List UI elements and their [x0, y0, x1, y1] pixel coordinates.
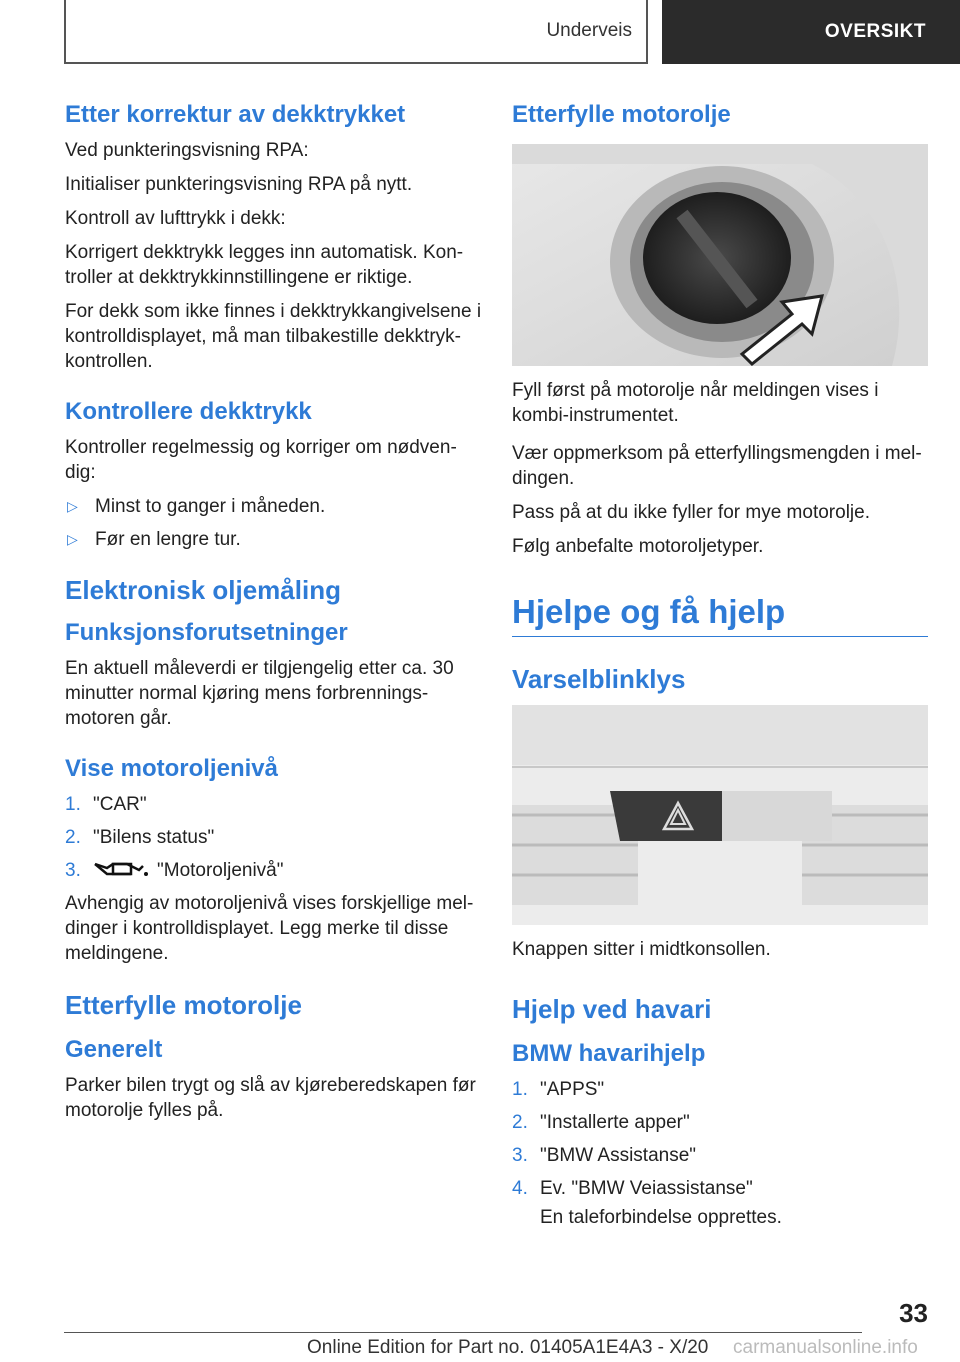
bullet-list — [65, 494, 485, 552]
section-title: Elektronisk oljemåling — [65, 575, 341, 605]
paragraph: Pass på at du ikke fyller for mye motorolje. — [512, 502, 870, 523]
paragraph: Avhengig av motoroljenivå vises forskjellige mel‐ dinger i kontrolldisplayet. Legg merke til disse meldingene. — [65, 893, 474, 964]
right-column — [512, 100, 928, 1236]
section-title: Varselblinklys — [512, 664, 686, 694]
list-number: 2. — [65, 827, 81, 848]
list-subtext: En taleforbindelse opprettes. — [540, 1207, 782, 1228]
paragraph: Ved punkteringsvisning RPA: — [65, 140, 309, 161]
list-item — [512, 1176, 928, 1201]
footer-divider — [64, 1332, 862, 1333]
list-item-text: "Installerte apper" — [540, 1112, 690, 1133]
page-number: 33 — [899, 1298, 928, 1328]
paragraph: For dekk som ikke finnes i dekktrykkangivelsene i kontrolldisplayet, må man tilbakestille dekktryk‐ kontrollen. — [65, 301, 482, 372]
section-title: Etterfylle motorolje — [65, 990, 302, 1020]
list-item — [65, 825, 485, 850]
numbered-list — [65, 792, 485, 883]
section-title: Etter korrektur av dekktrykket — [65, 101, 406, 128]
list-item-text: "Motoroljenivå" — [157, 860, 284, 881]
list-number: 3. — [512, 1145, 528, 1166]
list-item — [65, 494, 485, 519]
section-title: Generelt — [65, 1036, 163, 1063]
section-title: Funksjonsforutsetninger — [65, 619, 348, 646]
list-item — [65, 858, 485, 883]
list-number: 2. — [512, 1112, 528, 1133]
chapter-title: Hjelpe og få hjelp — [512, 593, 786, 630]
tab-oversikt-label: OVERSIKT — [824, 21, 926, 42]
triangle-bullet-icon: ▷ — [67, 498, 78, 514]
list-item — [512, 1110, 928, 1135]
paragraph: Fyll først på motorolje når meldingen vises i kombi-instrumentet. — [512, 380, 879, 426]
list-item-text: Minst to ganger i måneden. — [95, 496, 326, 517]
oil-can-icon — [93, 858, 149, 880]
tab-oversikt[interactable] — [662, 0, 960, 64]
triangle-bullet-icon: ▷ — [67, 531, 78, 547]
paragraph: Knappen sitter i midtkonsollen. — [512, 939, 771, 960]
section-title: Vise motoroljenivå — [65, 755, 278, 782]
list-item-text: "BMW Assistanse" — [540, 1145, 697, 1166]
tab-underveis[interactable] — [64, 0, 648, 64]
footer-watermark[interactable]: carmanualsonline.info — [733, 1337, 918, 1358]
paragraph: Parker bilen trygt og slå av kjøreberedskapen før motorolje fylles på. — [65, 1075, 476, 1121]
paragraph: Kontroller regelmessig og korriger om nødven‐ dig: — [65, 437, 457, 483]
numbered-list — [512, 1077, 928, 1230]
paragraph: Initialiser punkteringsvisning RPA på nytt. — [65, 174, 413, 195]
list-item-text: "Bilens status" — [93, 827, 215, 848]
list-item — [65, 527, 485, 552]
list-item-text: "CAR" — [93, 794, 147, 815]
paragraph: Vær oppmerksom på etterfyllingsmengden i mel‐ dingen. — [512, 443, 922, 489]
paragraph: En aktuell måleverdi er tilgjengelig etter ca. 30 minutter normal kjøring mens forbrennings‐ motoren går. — [65, 658, 454, 729]
paragraph: Følg anbefalte motoroljetyper. — [512, 536, 764, 557]
chapter-heading — [512, 590, 928, 637]
section-title: BMW havarihjelp — [512, 1040, 706, 1067]
oil-cap-image — [512, 144, 928, 366]
section-title: Kontrollere dekktrykk — [65, 398, 312, 425]
tab-underveis-label: Underveis — [546, 20, 632, 41]
list-item-text: Ev. "BMW Veiassistanse" — [540, 1178, 753, 1199]
list-number: 1. — [65, 794, 81, 815]
paragraph: Korrigert dekktrykk legges inn automatisk. Kon‐ troller at dekktrykkinnstillingene er riktige. — [65, 242, 464, 288]
list-item — [65, 792, 485, 817]
left-column — [65, 100, 485, 1132]
list-item — [512, 1143, 928, 1168]
paragraph: Kontroll av lufttrykk i dekk: — [65, 208, 286, 229]
footer-edition: Online Edition for Part no. 01405A1E4A3 - X/20 — [307, 1337, 709, 1358]
list-item-text: "APPS" — [540, 1079, 605, 1100]
hazard-button-image — [512, 705, 928, 925]
list-number: 1. — [512, 1079, 528, 1100]
section-title: Hjelp ved havari — [512, 994, 712, 1024]
section-title: Etterfylle motorolje — [512, 101, 731, 128]
list-number: 3. — [65, 860, 81, 881]
list-number: 4. — [512, 1178, 528, 1199]
list-item — [512, 1077, 928, 1102]
list-item-text: Før en lengre tur. — [95, 529, 241, 550]
